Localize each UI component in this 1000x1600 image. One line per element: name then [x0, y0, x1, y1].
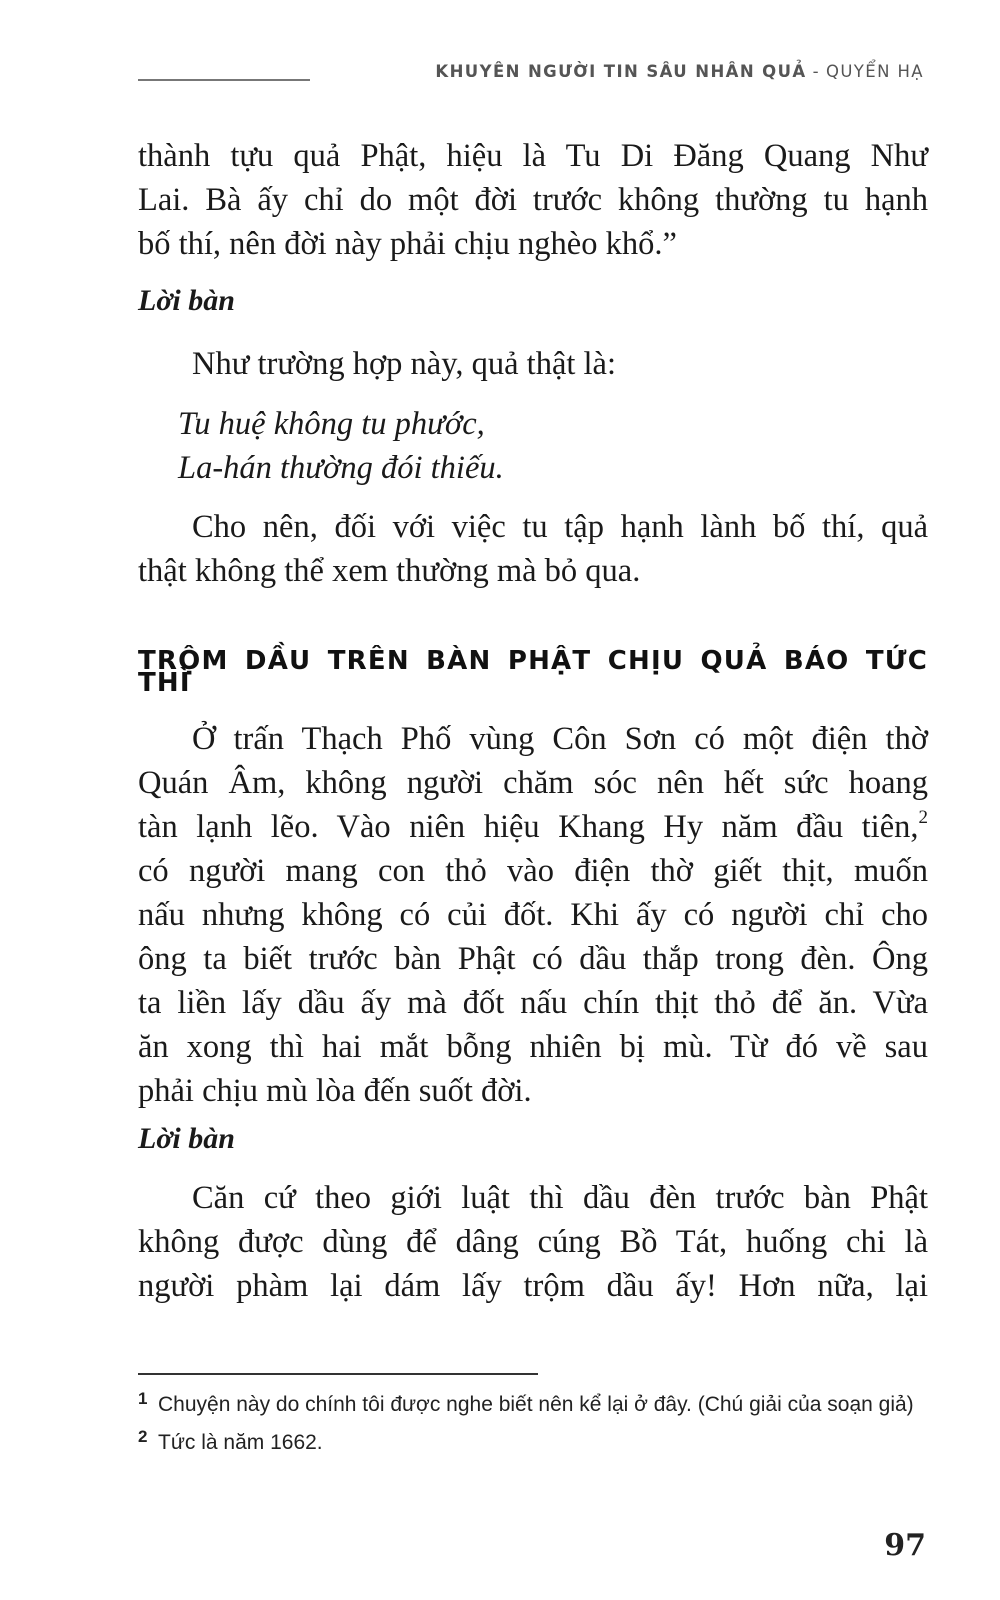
- text-line: ta liền lấy dầu ấy mà đốt nấu chín thịt thỏ để ăn. Vừa: [138, 985, 928, 1021]
- footnote-text: Chuyện này do chính tôi được nghe biết nên kể lại ở đây. (Chú giải của soạn giả): [158, 1393, 914, 1416]
- footnote-rule: [138, 1373, 538, 1375]
- footnote-1: [138, 1388, 928, 1422]
- text-line: có người mang con thỏ vào điện thờ giết thịt, muốn: [138, 853, 928, 889]
- footnote-ref[interactable]: 2: [918, 807, 928, 828]
- text-line: thật không thể xem thường mà bỏ qua.: [138, 553, 641, 589]
- footnotes: [138, 1388, 928, 1464]
- text-line: [138, 805, 928, 849]
- page-number: 97: [884, 1528, 926, 1563]
- section-heading: [138, 646, 928, 698]
- text-line: Cho nên, đối với việc tu tập hạnh lành bố thí, quả: [192, 509, 928, 545]
- verse-line: La-hán thường đói thiếu.: [178, 450, 504, 486]
- text-line: bố thí, nên đời này phải chịu nghèo khổ.”: [138, 226, 677, 262]
- heading-line: THÌ: [138, 668, 191, 698]
- paragraph: [138, 505, 928, 593]
- story-paragraph: [138, 717, 928, 1113]
- running-head-separator: -: [812, 62, 820, 81]
- verse-line: Tu huệ không tu phước,: [178, 406, 485, 442]
- footnote-mark: 2: [138, 1427, 148, 1446]
- paragraph: [138, 1176, 928, 1308]
- header-rule: [138, 79, 310, 81]
- text-line: phải chịu mù lòa đến suốt đời.: [138, 1073, 532, 1109]
- paragraph: [138, 342, 928, 386]
- volume-label: QUYỂN HẠ: [825, 62, 924, 81]
- text-line: thành tựu quả Phật, hiệu là Tu Di Đăng Quang Như: [138, 138, 928, 174]
- running-title: KHUYÊN NGƯỜI TIN SÂU NHÂN QUẢ: [435, 62, 807, 81]
- text-line: Như trường hợp này, quả thật là:: [192, 346, 617, 382]
- text-line: Căn cứ theo giới luật thì dầu đèn trước bàn Phật: [192, 1180, 928, 1216]
- text-line: Quán Âm, không người chăm sóc nên hết sức hoang: [138, 765, 928, 801]
- text-line-content: tàn lạnh lẽo. Vào niên hiệu Khang Hy năm đầu tiên,: [138, 809, 919, 845]
- text-line: ông ta biết trước bàn Phật có dầu thắp trong đèn. Ông: [138, 941, 928, 977]
- paragraph-continued: [138, 134, 928, 266]
- footnote-2: [138, 1426, 928, 1460]
- running-head: [435, 62, 924, 81]
- text-line: Lai. Bà ấy chỉ do một đời trước không thường tu hạnh: [138, 182, 928, 218]
- text-line: không được dùng để dâng cúng Bồ Tát, huống chi là: [138, 1224, 928, 1260]
- heading-line: TRỘM DẦU TRÊN BÀN PHẬT CHỊU QUẢ BÁO TỨC: [138, 646, 928, 676]
- text-line: nấu nhưng không có củi đốt. Khi ấy có người chỉ cho: [138, 897, 928, 933]
- text-line: người phàm lại dám lấy trộm dầu ấy! Hơn nữa, lại: [138, 1268, 928, 1304]
- footnote-mark: 1: [138, 1389, 148, 1408]
- text-line: ăn xong thì hai mắt bỗng nhiên bị mù. Từ đó về sau: [138, 1029, 928, 1065]
- text-line: Ở trấn Thạch Phố vùng Côn Sơn có một điện thờ: [192, 721, 928, 757]
- comment-label: Lời bàn: [138, 1122, 235, 1155]
- comment-label: Lời bàn: [138, 284, 235, 317]
- footnote-text: Tức là năm 1662.: [158, 1431, 323, 1454]
- verse: [178, 402, 504, 490]
